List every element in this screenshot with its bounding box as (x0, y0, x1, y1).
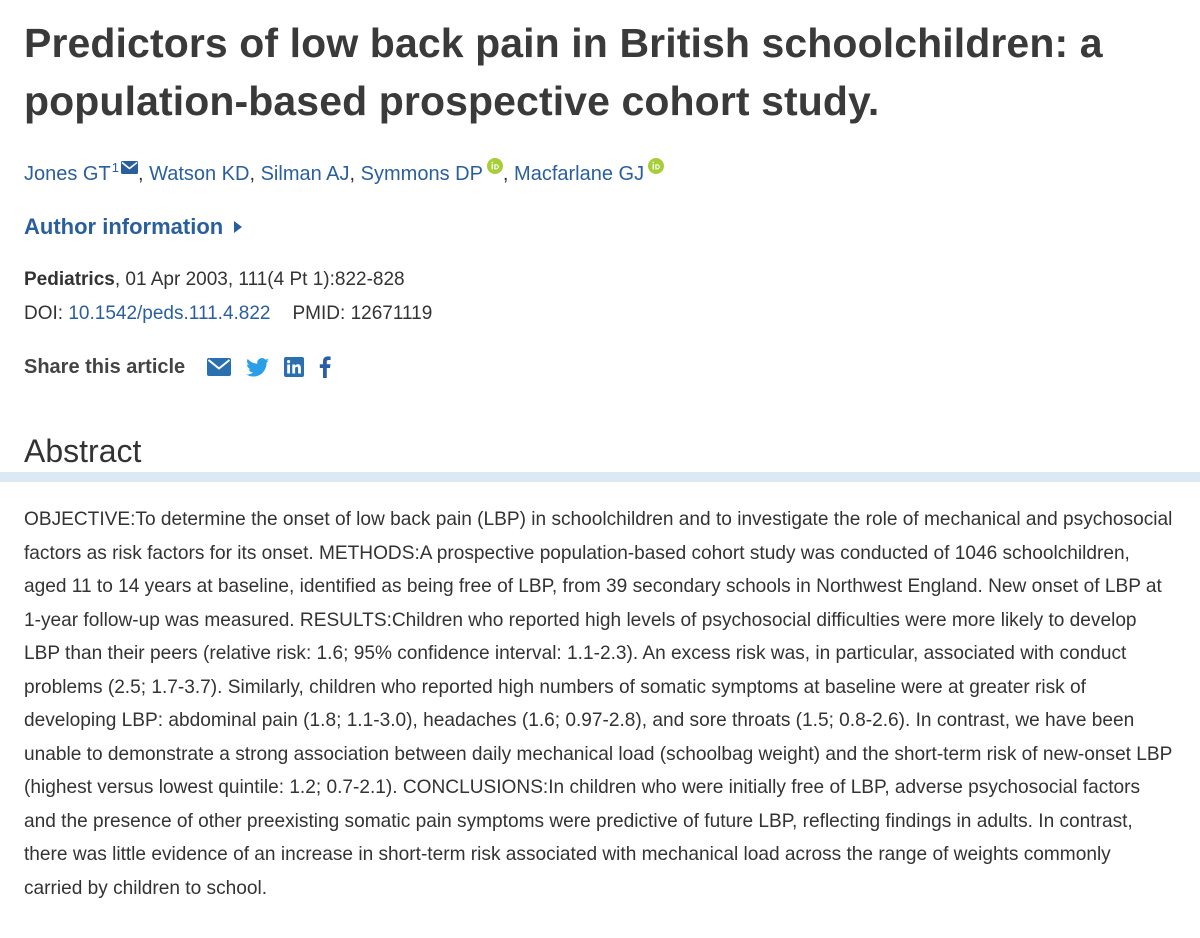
doi-link[interactable]: 10.1542/peds.111.4.822 (68, 303, 271, 324)
author-link-watson[interactable]: Watson KD (149, 163, 250, 185)
caret-right-icon (233, 221, 243, 233)
author-link-silman[interactable]: Silman AJ (260, 163, 350, 185)
author-separator: , (349, 163, 361, 185)
article-title: Predictors of low back pain in British schoolchildren: a population-based prospective cohort study. (24, 20, 1103, 124)
email-icon[interactable] (121, 161, 138, 174)
abstract-body: OBJECTIVE:To determine the onset of low back pain (LBP) in schoolchildren and to investigate the role of mechanical and psychosocial factors as risk factors for its onset. METHODS:A prospective population-based cohort study was conducted of 1046 schoolchildren, aged 11 to 14 years at baseline, identified as being free of LBP, from 39 secondary schools in Northwest England. New onset of LBP at 1-year follow-up was measured. RESULTS:Children who reported high levels of psychosocial difficulties were more likely to develop LBP than their peers (relative risk: 1.6; 95% confidence interval: 1.1-2.3). An excess risk was, in particular, associated with conduct problems (2.5; 1.7-3.7). Similarly, children who reported high numbers of somatic symptoms at baseline were at greater risk of developing LBP: abdominal pain (1.8; 1.1-3.0), headaches (1.6; 0.97-2.8), and sore throats (1.5; 0.8-2.6). In contrast, we have been unable to demonstrate a strong association between daily mechanical load (schoolbag weight) and the short-term risk of new-onset LBP (highest versus lowest quintile: 1.2; 0.7-2.1). CONCLUSIONS:In children who were initially free of LBP, adverse psychosocial factors and the presence of other preexisting somatic pain symptoms were predictive of future LBP, reflecting findings in adults. In contrast, there was little evidence of an increase in short-term risk associated with mechanical load across the range of weights commonly carried by children to school. (24, 509, 1173, 899)
linkedin-icon[interactable] (284, 357, 304, 377)
author-list (24, 154, 664, 188)
abstract-heading: Abstract (24, 433, 142, 469)
share-icons (207, 356, 331, 378)
orcid-icon[interactable] (648, 158, 664, 174)
author-separator: , (249, 163, 261, 185)
author-link-macfarlane[interactable]: Macfarlane GJ (514, 163, 645, 185)
doi-label: DOI: (24, 303, 69, 324)
share-label: Share this article (24, 356, 186, 378)
identifiers-line (24, 300, 432, 328)
email-icon[interactable] (207, 358, 231, 376)
affiliation-marker[interactable]: 1 (111, 160, 119, 175)
citation-details: , 01 Apr 2003, 111(4 Pt 1):822-828 (114, 269, 405, 290)
author-separator: , (137, 163, 150, 185)
author-link-jones[interactable]: Jones GT (24, 163, 111, 185)
pmid-value: 12671119 (350, 303, 433, 324)
facebook-icon[interactable] (319, 356, 331, 378)
author-information-toggle[interactable] (24, 212, 243, 242)
pmid-label: PMID: (292, 303, 351, 324)
journal-name: Pediatrics (24, 269, 115, 290)
abstract-divider (0, 472, 1200, 482)
share-bar (24, 352, 331, 382)
author-information-label: Author information (24, 214, 224, 239)
orcid-icon[interactable] (487, 158, 503, 174)
citation-line (24, 266, 405, 294)
twitter-icon[interactable] (246, 358, 269, 377)
author-separator: , (502, 163, 515, 185)
author-link-symmons[interactable]: Symmons DP (360, 163, 483, 185)
